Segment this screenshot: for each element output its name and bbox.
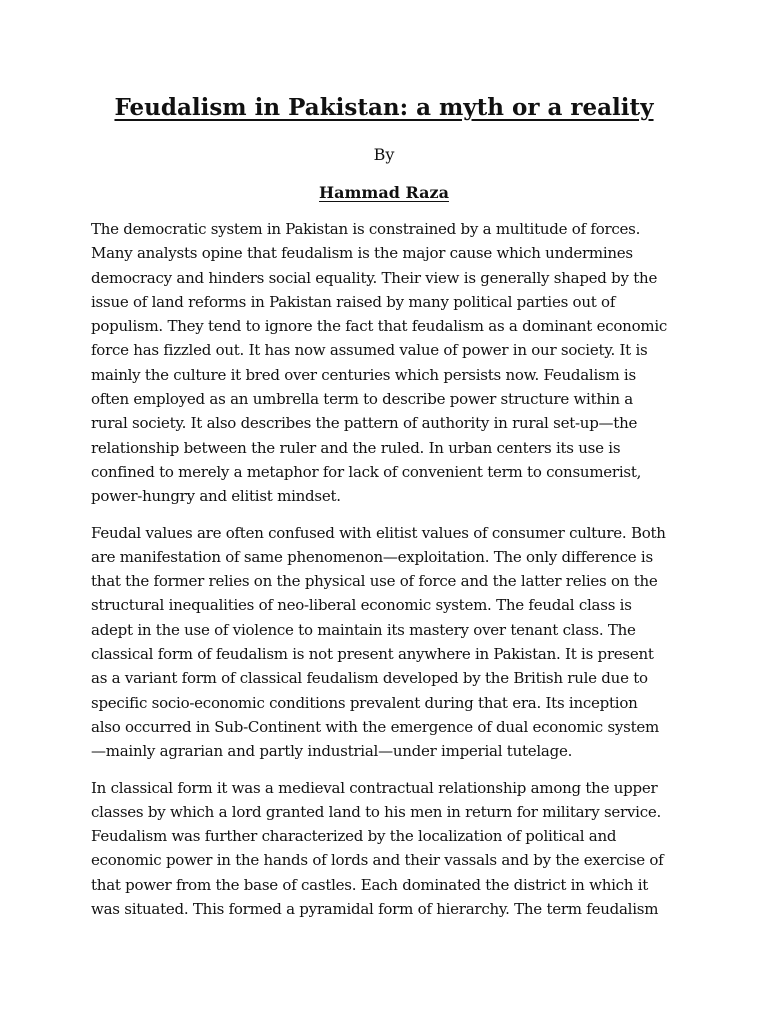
text-line: populism. They tend to ignore the fact that feudalism as a dominant economic	[91, 317, 668, 336]
text-line: classes by which a lord granted land to his men in return for military service.	[91, 802, 662, 821]
text-line: that power from the base of castles. Each dominated the district in which it	[91, 875, 649, 894]
paragraph-1	[91, 217, 681, 509]
paragraph-3	[91, 776, 681, 922]
text-line: democracy and hinders social equality. Their view is generally shaped by the	[91, 268, 658, 287]
text-line: also occurred in Sub-Continent with the emergence of dual economic system	[91, 717, 659, 736]
text-line: economic power in the hands of lords and their vassals and by the exercise of	[91, 851, 664, 870]
paragraph-2	[91, 521, 681, 764]
text-line: Feudalism was further characterized by the localization of political and	[91, 827, 617, 846]
document-title: Feudalism in Pakistan: a myth or a reality	[114, 94, 654, 121]
text-line: are manifestation of same phenomenon—exploitation. The only difference is	[91, 547, 653, 566]
text-line: classical form of feudalism is not present anywhere in Pakistan. It is present	[91, 645, 654, 664]
text-line: issue of land reforms in Pakistan raised by many political parties out of	[91, 292, 616, 311]
text-line: Feudal values are often confused with elitist values of consumer culture. Both	[91, 523, 666, 542]
text-line: —mainly agrarian and partly industrial—under imperial tutelage.	[91, 742, 573, 761]
text-line: confined to merely a metaphor for lack of convenient term to consumerist,	[91, 462, 642, 481]
text-line: The democratic system in Pakistan is constrained by a multitude of forces.	[91, 220, 641, 238]
text-line: adept in the use of violence to maintain its mastery over tenant class. The	[91, 620, 636, 639]
article-body	[91, 217, 681, 933]
byline: By	[373, 145, 395, 164]
text-line: Many analysts opine that feudalism is the major cause which undermines	[91, 244, 633, 263]
text-line: relationship between the ruler and the ruled. In urban centers its use is	[91, 438, 621, 457]
author-name: Hammad Raza	[319, 183, 449, 202]
text-line: rural society. It also describes the pattern of authority in rural set-up—the	[91, 414, 638, 433]
text-line: was situated. This formed a pyramidal form of hierarchy. The term feudalism	[91, 900, 659, 919]
text-line: that the former relies on the physical use of force and the latter relies on the	[91, 572, 658, 591]
text-line: as a variant form of classical feudalism developed by the British rule due to	[91, 669, 648, 688]
text-line: mainly the culture it bred over centuries which persists now. Feudalism is	[91, 365, 636, 384]
text-line: often employed as an umbrella term to describe power structure within a	[91, 390, 633, 409]
text-line: In classical form it was a medieval contractual relationship among the upper	[91, 778, 658, 797]
text-line: power-hungry and elitist mindset.	[91, 487, 341, 506]
text-line: structural inequalities of neo-liberal economic system. The feudal class is	[91, 596, 632, 615]
text-line: specific socio-economic conditions prevalent during that era. Its inception	[91, 693, 638, 712]
text-line: force has fizzled out. It has now assumed value of power in our society. It is	[91, 341, 648, 360]
